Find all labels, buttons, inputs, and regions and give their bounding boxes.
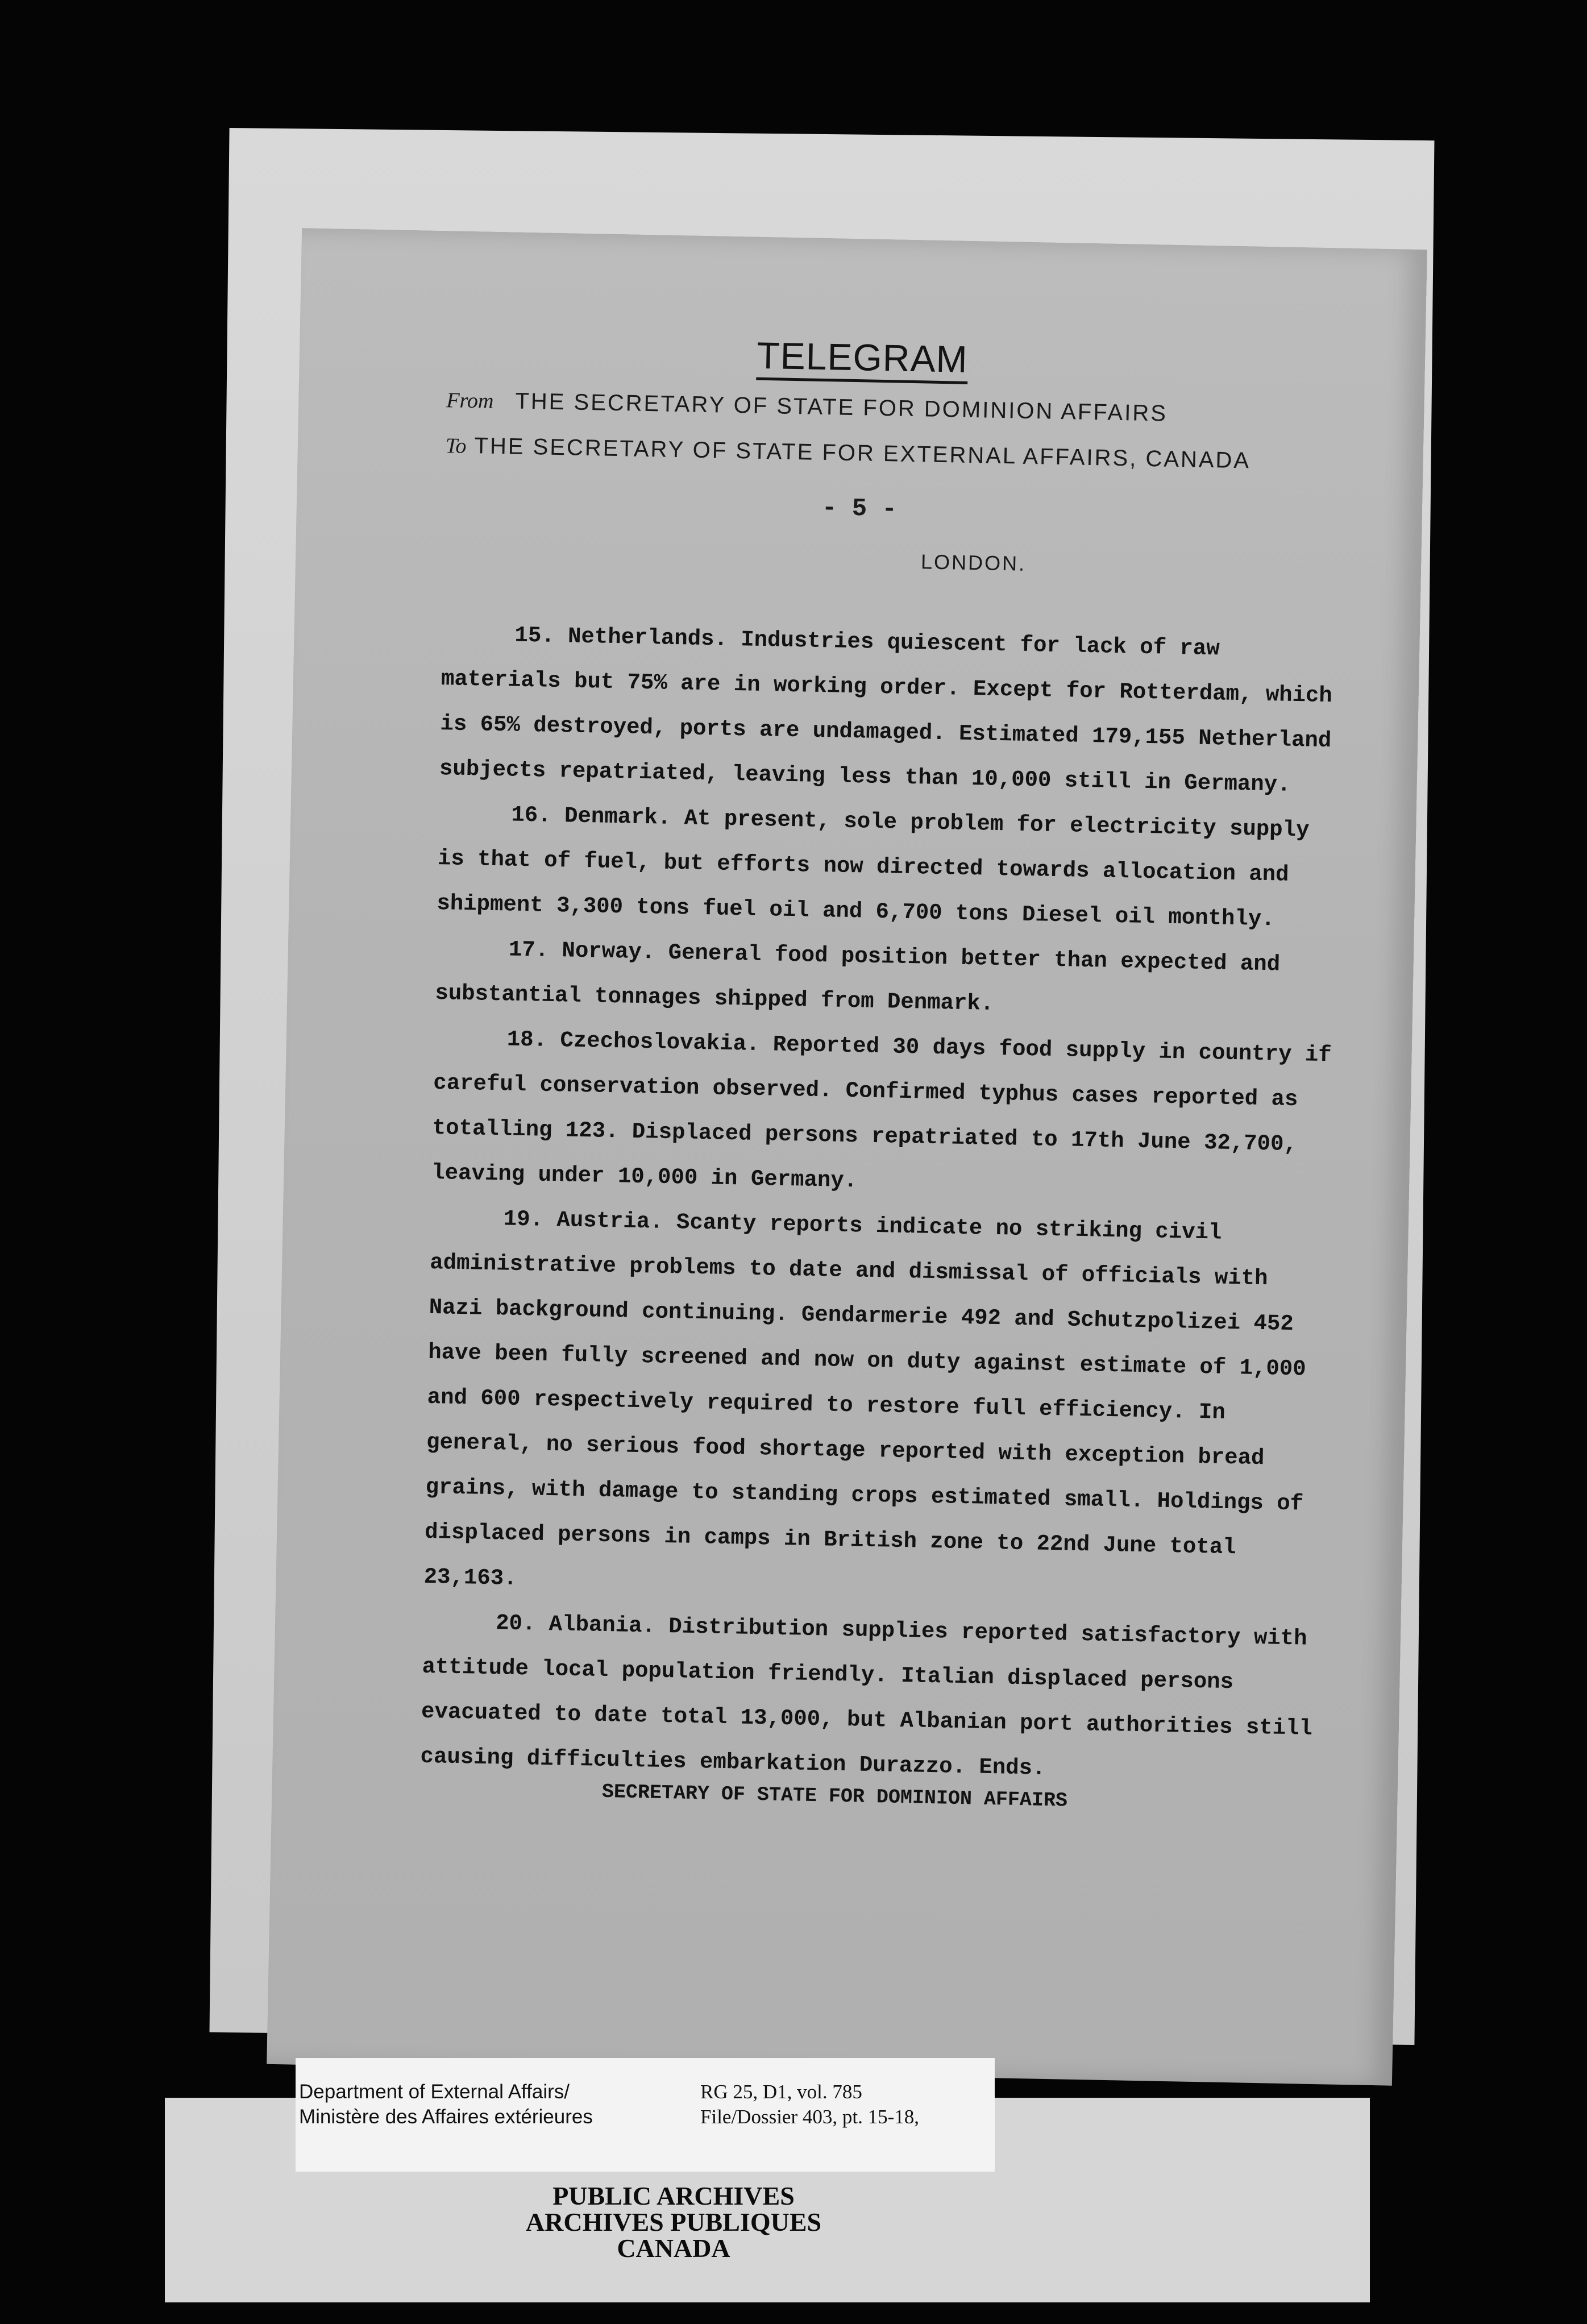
paragraph-czechoslovakia: 18. Czechoslovakia. Reported 30 days food supply in country if careful conservation observed. Confirmed typhus cases reported as totalling 123. Displaced persons repatriated to 17th June 32,700, leaving under 10,000 in Germany. — [431, 1027, 1332, 1194]
stamp-line-country: CANADA — [617, 2234, 730, 2263]
telegram-body — [420, 612, 1340, 1796]
department-line-fr: Ministère des Affaires extérieures — [299, 2106, 593, 2128]
paragraph-netherlands: 15. Netherlands. Industries quiescent for lack of raw materials but 75% are in working order. Except for Rotterdam, which is 65% destroyed, ports are undamaged. Estimated 179,155 Netherland subjects repatriated, leaving less than 10,000 still in Germany. — [439, 622, 1333, 798]
document-title: TELEGRAM — [299, 325, 1425, 389]
telegram-page — [267, 228, 1427, 2085]
to-label: To — [445, 434, 467, 458]
to-line — [445, 433, 1251, 474]
from-line — [446, 387, 1168, 426]
place-of-origin: LONDON. — [920, 550, 1027, 575]
stamp-line-en: PUBLIC ARCHIVES — [552, 2181, 795, 2210]
stamp-line-fr: ARCHIVES PUBLIQUES — [525, 2207, 822, 2236]
paragraph-austria: 19. Austria. Scanty reports indicate no striking civil administrative problems to date and dismissal of officials with Nazi background continuing. Gendarmerie 492 and Schutzpolizei 452 have been fully screened and now on duty against estimate of 1,000 and 600 respectively required to restore full efficiency. In general, no serious food shortage reported with exception bread grains, with damage to standing crops estimated small. Holdings of displaced persons in camps in British zone to 22nd June total 23,163. — [423, 1206, 1307, 1591]
paragraph-norway: 17. Norway. General food position better than expected and substantial tonnages shipped from Denmark. — [434, 937, 1281, 1016]
signature: SECRETARY OF STATE FOR DOMINION AFFAIRS — [601, 1780, 1068, 1812]
page-number: - 5 - — [821, 493, 898, 524]
reference-file: File/Dossier 403, pt. 15-18, — [700, 2106, 919, 2128]
paragraph-albania: 20. Albania. Distribution supplies reported satisfactory with attitude local population friendly. Italian displaced persons evacuated to date total 13,000, but Albanian port authorities still causing difficulties embarkation Durazzo. Ends. — [420, 1611, 1313, 1781]
from-text: THE SECRETARY OF STATE FOR DOMINION AFFAIRS — [515, 388, 1168, 426]
to-text: THE SECRETARY OF STATE FOR EXTERNAL AFFAIRS, CANADA — [474, 433, 1251, 474]
public-archives-stamp — [432, 2183, 915, 2261]
from-label: From — [446, 388, 494, 413]
department-label — [299, 2080, 593, 2130]
department-line-en: Department of External Affairs/ — [299, 2081, 570, 2103]
paragraph-denmark: 16. Denmark. At present, sole problem for electricity supply is that of fuel, but efforts now directed towards allocation and shipment 3,300 tons fuel oil and 6,700 tons Diesel oil monthly. — [437, 802, 1310, 932]
reference-group: RG 25, D1, vol. 785 — [700, 2081, 862, 2103]
archive-reference — [700, 2080, 919, 2130]
